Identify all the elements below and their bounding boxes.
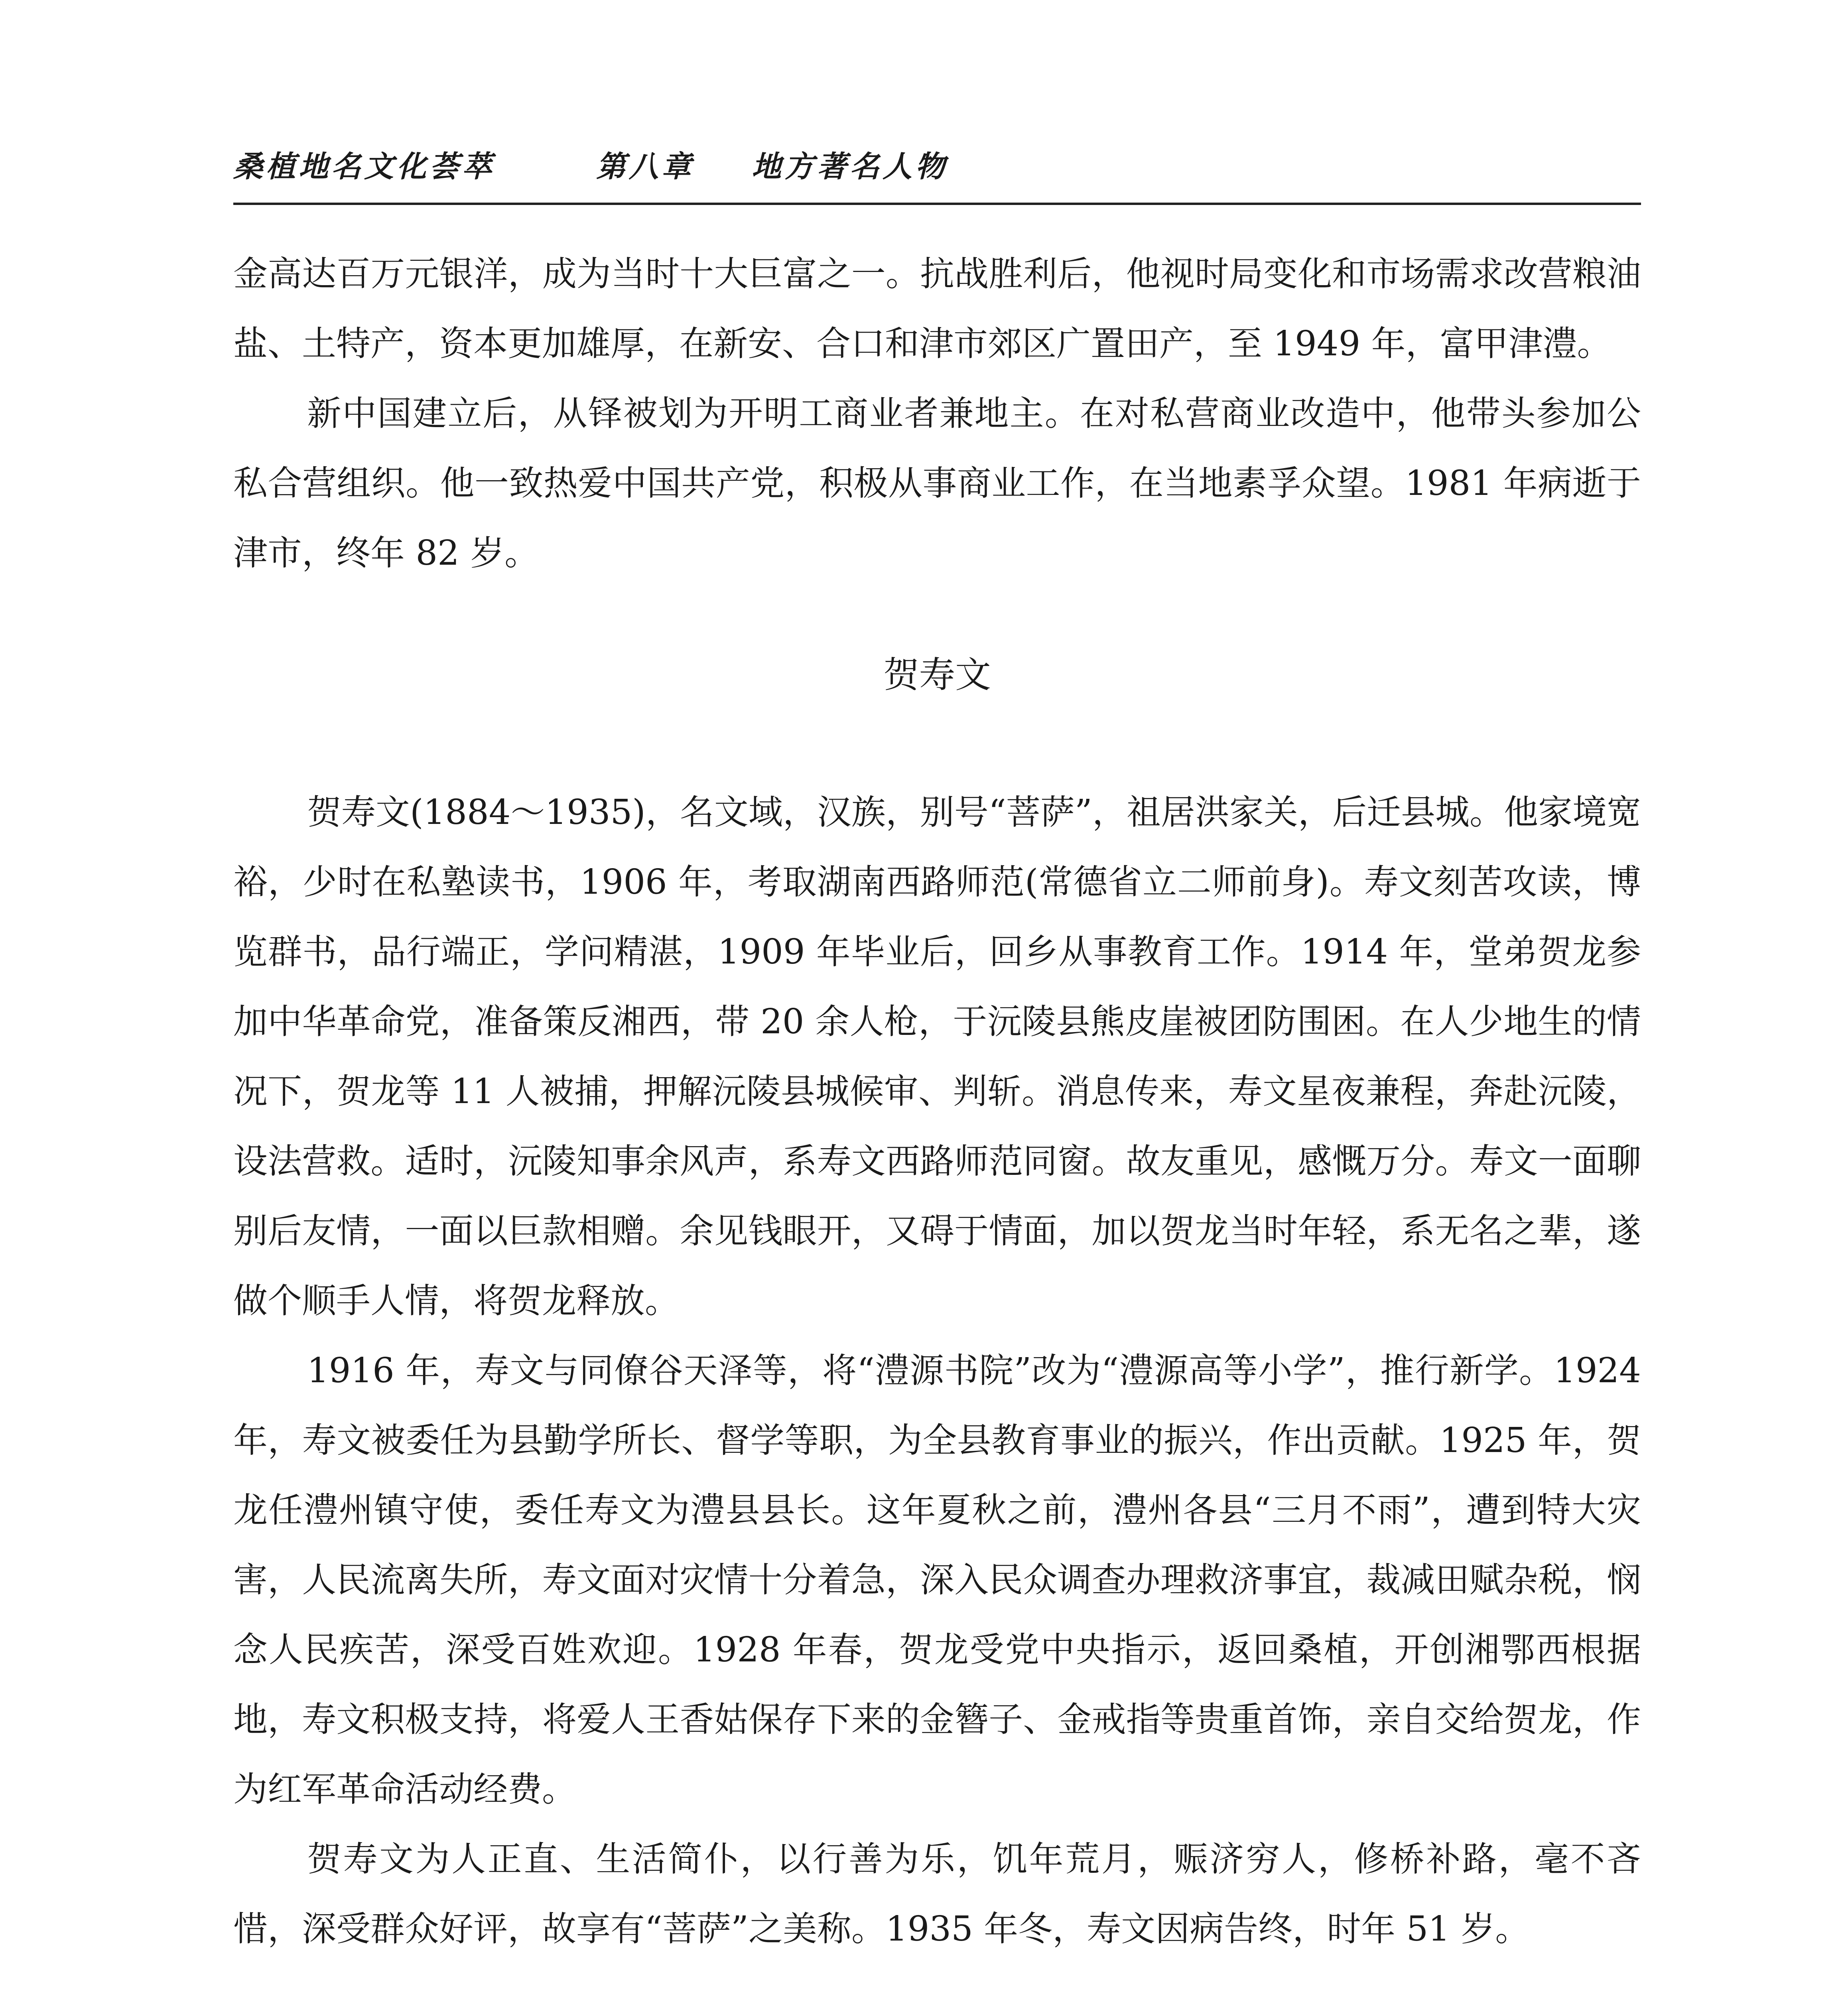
paragraph-3: 贺寿文(1884～1935)，名文域，汉族，别号“菩萨”，祖居洪家关，后迁县城。他家境宽裕，少时在私塾读书，1906 年，考取湖南西路师范(常德省立二师前身)。寿文刻苦攻读，博览群书，品行端正，学问精湛，1909 年毕业后，回乡从事教育工作。1914 年，堂弟贺龙参加中华革命党，准备策反湘西，带 20 余人枪，于沅陵县熊皮崖被团防围困。在人少地生的情况下，贺龙等 11 人被捕，押解沅陵县城候审、判斩。消息传来，寿文星夜兼程，奔赴沅陵，设法营救。适时，沅陵知事余风声，系寿文西路师范同窗。故友重见，感慨万分。寿文一面聊别后友情，一面以巨款相赠。余见钱眼开，又碍于情面，加以贺龙当时年轻，系无名之辈，遂做个顺手人情，将贺龙释放。	[233, 792, 1641, 1321]
paragraph-4: 1916 年，寿文与同僚谷天泽等，将“澧源书院”改为“澧源高等小学”，推行新学。1924 年，寿文被委任为县勤学所长、督学等职，为全县教育事业的振兴，作出贡献。1925 年，贺龙任澧州镇守使，委任寿文为澧县县长。这年夏秋之前，澧州各县“三月不雨”，遭到特大灾害，人民流离失所，寿文面对灾情十分着急，深入民众调查办理救济事宜，裁减田赋杂税，悯念人民疾苦，深受百姓欢迎。1928 年春，贺龙受党中央指示，返回桑植，开创湘鄂西根据地，寿文积极支持，将爱人王香姑保存下来的金簪子、金戒指等贵重首饰，亲自交给贺龙，作为红军革命活动经费。	[233, 1351, 1641, 1809]
running-header	[233, 147, 1653, 199]
chapter-label: 第八章	[596, 150, 694, 184]
paragraph-2: 新中国建立后，从铎被划为开明工商业者兼地主。在对私营商业改造中，他带头参加公私合营组织。他一致热爱中国共产党，积极从事商业工作，在当地素孚众望。1981 年病逝于津市，终年 82 岁。	[233, 394, 1641, 573]
paragraph-1: 金高达百万元银洋，成为当时十大巨富之一。抗战胜利后，他视时局变化和市场需求改营粮油盐、土特产，资本更加雄厚，在新安、合口和津市郊区广置田产，至 1949 年，富甲津澧。	[233, 254, 1641, 364]
section-title: 贺寿文	[883, 654, 991, 696]
paragraph-5: 贺寿文为人正直、生活简仆，以行善为乐，饥年荒月，赈济穷人，修桥补路，毫不吝惜，深受群众好评，故享有“菩萨”之美称。1935 年冬，寿文因病告终，时年 51 岁。	[233, 1839, 1641, 1949]
header-rule	[233, 203, 1641, 205]
book-title: 桑植地名文化荟萃	[233, 150, 495, 184]
section-label: 地方著名人物	[752, 150, 948, 184]
page-body	[233, 239, 1641, 1964]
